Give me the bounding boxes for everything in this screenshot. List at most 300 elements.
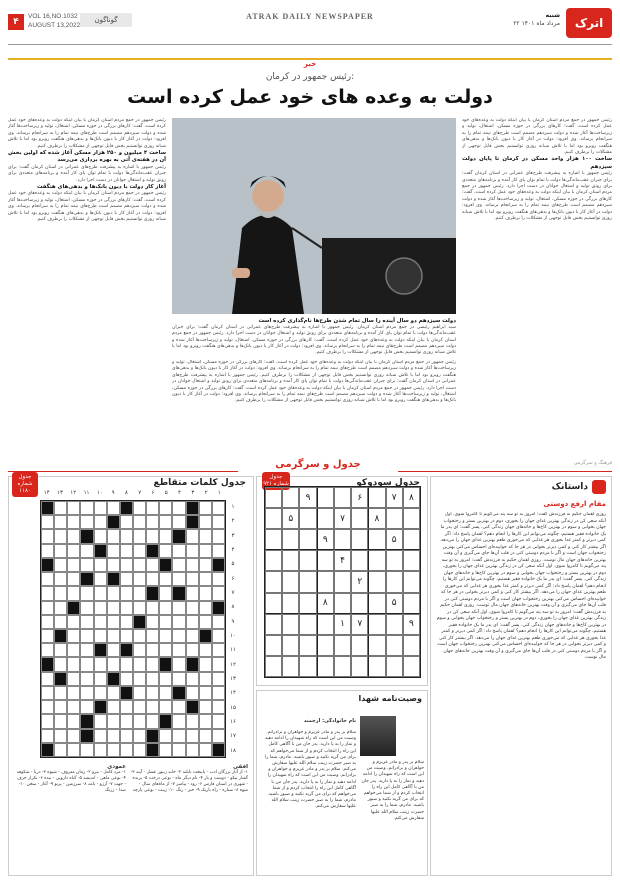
crossword-cell[interactable]	[107, 700, 120, 714]
crossword-cell[interactable]	[133, 586, 146, 600]
crossword-cell[interactable]	[67, 743, 80, 757]
sudoku-cell[interactable]	[351, 529, 368, 550]
crossword-cell[interactable]	[133, 544, 146, 558]
crossword-cell[interactable]	[172, 515, 185, 529]
crossword-cell[interactable]	[94, 529, 107, 543]
sudoku-cell[interactable]	[368, 487, 385, 508]
crossword-cell[interactable]	[80, 601, 93, 615]
crossword-cell[interactable]	[212, 729, 225, 743]
crossword-cell[interactable]	[199, 515, 212, 529]
sudoku-cell[interactable]	[403, 550, 420, 571]
crossword-cell[interactable]	[80, 643, 93, 657]
crossword-cell[interactable]	[107, 629, 120, 643]
sudoku-cell[interactable]	[282, 635, 299, 656]
crossword-cell[interactable]	[199, 743, 212, 757]
crossword-cell[interactable]	[133, 558, 146, 572]
crossword-cell[interactable]	[159, 529, 172, 543]
crossword-cell[interactable]	[67, 558, 80, 572]
crossword-cell[interactable]	[186, 686, 199, 700]
crossword-cell[interactable]	[133, 686, 146, 700]
crossword-cell[interactable]	[199, 544, 212, 558]
sudoku-grid[interactable]	[264, 486, 421, 678]
crossword-cell[interactable]	[41, 629, 54, 643]
sudoku-cell[interactable]	[265, 593, 282, 614]
crossword-cell[interactable]	[133, 672, 146, 686]
sudoku-cell[interactable]	[282, 487, 299, 508]
crossword-cell[interactable]	[146, 515, 159, 529]
crossword-cell[interactable]	[67, 586, 80, 600]
crossword-cell[interactable]	[133, 643, 146, 657]
crossword-cell[interactable]	[54, 529, 67, 543]
crossword-cell[interactable]	[120, 743, 133, 757]
crossword-cell[interactable]	[172, 743, 185, 757]
sudoku-cell[interactable]	[386, 508, 403, 529]
crossword-cell[interactable]	[120, 615, 133, 629]
sudoku-cell[interactable]	[368, 550, 385, 571]
crossword-cell[interactable]	[212, 586, 225, 600]
crossword-cell[interactable]	[146, 643, 159, 657]
crossword-cell[interactable]	[107, 615, 120, 629]
sudoku-cell[interactable]: ۲	[351, 571, 368, 592]
crossword-cell[interactable]	[146, 686, 159, 700]
crossword-cell[interactable]	[80, 615, 93, 629]
crossword-cell[interactable]	[146, 700, 159, 714]
crossword-cell[interactable]	[94, 729, 107, 743]
crossword-cell[interactable]	[67, 729, 80, 743]
sudoku-cell[interactable]	[368, 635, 385, 656]
crossword-cell[interactable]	[172, 729, 185, 743]
sudoku-cell[interactable]	[386, 656, 403, 677]
crossword-cell[interactable]	[54, 544, 67, 558]
crossword-cell[interactable]	[94, 601, 107, 615]
crossword-cell[interactable]	[159, 686, 172, 700]
crossword-cell[interactable]	[67, 501, 80, 515]
sudoku-cell[interactable]	[299, 508, 316, 529]
sudoku-cell[interactable]	[386, 571, 403, 592]
crossword-cell[interactable]	[172, 714, 185, 728]
crossword-cell[interactable]	[172, 629, 185, 643]
crossword-cell[interactable]	[199, 672, 212, 686]
crossword-cell[interactable]	[120, 515, 133, 529]
sudoku-cell[interactable]	[265, 529, 282, 550]
sudoku-cell[interactable]: ۹	[299, 487, 316, 508]
sudoku-cell[interactable]	[282, 529, 299, 550]
crossword-cell[interactable]	[146, 714, 159, 728]
crossword-cell[interactable]	[120, 601, 133, 615]
crossword-cell[interactable]	[199, 700, 212, 714]
crossword-cell[interactable]	[146, 672, 159, 686]
crossword-cell[interactable]	[107, 586, 120, 600]
crossword-cell[interactable]	[159, 743, 172, 757]
crossword-cell[interactable]	[107, 558, 120, 572]
crossword-cell[interactable]	[159, 700, 172, 714]
sudoku-cell[interactable]	[368, 571, 385, 592]
crossword-cell[interactable]	[159, 672, 172, 686]
crossword-cell[interactable]	[159, 515, 172, 529]
crossword-cell[interactable]	[212, 686, 225, 700]
crossword-cell[interactable]	[41, 700, 54, 714]
crossword-cell[interactable]	[159, 586, 172, 600]
crossword-cell[interactable]	[67, 529, 80, 543]
sudoku-cell[interactable]: ۱	[334, 614, 351, 635]
crossword-cell[interactable]	[199, 529, 212, 543]
crossword-cell[interactable]	[172, 544, 185, 558]
crossword-cell[interactable]	[120, 629, 133, 643]
crossword-cell[interactable]	[54, 501, 67, 515]
crossword-cell[interactable]	[80, 515, 93, 529]
crossword-cell[interactable]	[172, 700, 185, 714]
sudoku-cell[interactable]: ۴	[334, 550, 351, 571]
sudoku-cell[interactable]	[386, 635, 403, 656]
crossword-cell[interactable]	[67, 657, 80, 671]
crossword-cell[interactable]	[146, 615, 159, 629]
sudoku-cell[interactable]	[403, 508, 420, 529]
crossword-cell[interactable]	[94, 515, 107, 529]
article-body: رئیس جمهور در جمع مردم استان کرمان با بیان اینکه دولت به وعده‌های خود عمل کرده است، گفت: کارهای بزرگی در حوزه مسکن، اشتغال، تولید و زیرساخت‌ها آغاز شده و دولت سیزدهم مصمم است طرح‌های نیمه تمام را به سرانجام برساند. وی افزود: دولت در آغاز کار با دیون بانک‌ها و بدهی‌های هنگفت روبرو بود اما با تلاش شبانه روزی توانستیم بخش قابل توجهی از مشکلات را برطرف کنیم.	[8, 118, 166, 149]
crossword-cell[interactable]	[186, 615, 199, 629]
sudoku-cell[interactable]: ۶	[351, 487, 368, 508]
crossword-cell[interactable]	[54, 643, 67, 657]
crossword-cell[interactable]	[41, 572, 54, 586]
sudoku-cell[interactable]	[299, 614, 316, 635]
crossword-cell[interactable]	[133, 515, 146, 529]
crossword-cell[interactable]	[199, 572, 212, 586]
crossword-cell[interactable]	[41, 615, 54, 629]
sudoku-cell[interactable]: ۷	[386, 487, 403, 508]
sudoku-cell[interactable]	[386, 614, 403, 635]
crossword-cell[interactable]	[159, 544, 172, 558]
crossword-cell[interactable]	[186, 544, 199, 558]
crossword-cell[interactable]	[199, 714, 212, 728]
sudoku-cell[interactable]	[317, 487, 334, 508]
crossword-cell[interactable]	[133, 629, 146, 643]
crossword-cell[interactable]	[80, 686, 93, 700]
crossword-cell[interactable]	[67, 643, 80, 657]
crossword-cell[interactable]	[186, 629, 199, 643]
sudoku-cell[interactable]	[351, 550, 368, 571]
sudoku-cell[interactable]	[265, 487, 282, 508]
sudoku-cell[interactable]	[282, 550, 299, 571]
crossword-cell[interactable]	[41, 729, 54, 743]
crossword-cell[interactable]	[212, 544, 225, 558]
crossword-cell[interactable]	[146, 529, 159, 543]
crossword-cell[interactable]	[172, 572, 185, 586]
crossword-cell[interactable]	[80, 672, 93, 686]
crossword-cell[interactable]	[159, 572, 172, 586]
sudoku-cell[interactable]: ۵	[386, 529, 403, 550]
crossword-cell[interactable]	[159, 643, 172, 657]
sudoku-cell[interactable]	[368, 593, 385, 614]
crossword-cell[interactable]	[120, 729, 133, 743]
crossword-cell[interactable]	[54, 729, 67, 743]
sudoku-cell[interactable]	[334, 487, 351, 508]
sudoku-cell[interactable]: ۵	[386, 593, 403, 614]
crossword-cell[interactable]	[94, 572, 107, 586]
crossword-cell[interactable]	[80, 558, 93, 572]
crossword-cell[interactable]	[172, 558, 185, 572]
crossword-cell[interactable]	[67, 515, 80, 529]
crossword-cell[interactable]	[67, 700, 80, 714]
crossword-cell[interactable]	[133, 572, 146, 586]
sudoku-cell[interactable]	[334, 656, 351, 677]
crossword-column-number: ۱	[217, 490, 221, 496]
crossword-cell[interactable]	[186, 729, 199, 743]
crossword-cell[interactable]	[41, 544, 54, 558]
crossword-cell[interactable]	[186, 643, 199, 657]
crossword-cell[interactable]	[146, 572, 159, 586]
crossword-cell[interactable]	[120, 700, 133, 714]
crossword-cell[interactable]	[107, 544, 120, 558]
sudoku-cell[interactable]	[334, 593, 351, 614]
crossword-cell[interactable]	[186, 529, 199, 543]
crossword-cell[interactable]	[212, 529, 225, 543]
sudoku-cell[interactable]	[368, 614, 385, 635]
crossword-cell[interactable]	[199, 657, 212, 671]
crossword-cell[interactable]	[80, 657, 93, 671]
crossword-grid[interactable]	[40, 500, 226, 758]
crossword-cell[interactable]	[80, 501, 93, 515]
crossword-cell[interactable]	[41, 601, 54, 615]
crossword-cell[interactable]	[80, 544, 93, 558]
sudoku-cell[interactable]	[334, 635, 351, 656]
sudoku-cell[interactable]	[282, 614, 299, 635]
crossword-cell[interactable]	[54, 700, 67, 714]
crossword-cell[interactable]	[212, 572, 225, 586]
crossword-cell[interactable]	[107, 643, 120, 657]
sudoku-cell[interactable]	[351, 593, 368, 614]
crossword-cell[interactable]	[54, 515, 67, 529]
crossword-cell[interactable]	[146, 601, 159, 615]
crossword-cell[interactable]	[41, 686, 54, 700]
crossword-cell[interactable]	[199, 586, 212, 600]
crossword-cell[interactable]	[107, 529, 120, 543]
sudoku-cell[interactable]	[317, 635, 334, 656]
crossword-cell[interactable]	[54, 743, 67, 757]
sudoku-cell[interactable]: ۸	[368, 508, 385, 529]
crossword-cell[interactable]	[212, 643, 225, 657]
crossword-cell[interactable]	[186, 672, 199, 686]
sudoku-cell[interactable]	[386, 550, 403, 571]
crossword-cell[interactable]	[120, 714, 133, 728]
crossword-cell[interactable]	[172, 672, 185, 686]
crossword-cell[interactable]	[67, 714, 80, 728]
crossword-cell[interactable]	[54, 686, 67, 700]
sudoku-cell[interactable]	[403, 656, 420, 677]
sudoku-cell[interactable]	[265, 656, 282, 677]
crossword-cell[interactable]	[146, 657, 159, 671]
crossword-cell[interactable]	[94, 657, 107, 671]
sudoku-cell[interactable]	[282, 593, 299, 614]
crossword-cell[interactable]	[94, 686, 107, 700]
sudoku-cell[interactable]: ۸	[317, 593, 334, 614]
crossword-cell[interactable]	[212, 700, 225, 714]
crossword-cell[interactable]	[120, 529, 133, 543]
crossword-cell[interactable]	[199, 558, 212, 572]
crossword-cell[interactable]	[212, 629, 225, 643]
crossword-cell[interactable]	[186, 586, 199, 600]
crossword-cell[interactable]	[94, 615, 107, 629]
crossword-cell[interactable]	[146, 501, 159, 515]
sudoku-cell[interactable]	[299, 593, 316, 614]
crossword-cell[interactable]	[212, 501, 225, 515]
crossword-cell[interactable]	[94, 586, 107, 600]
crossword-cell[interactable]	[54, 615, 67, 629]
crossword-cell[interactable]	[67, 544, 80, 558]
crossword-cell[interactable]	[133, 714, 146, 728]
sudoku-cell[interactable]	[351, 508, 368, 529]
crossword-cell[interactable]	[67, 686, 80, 700]
crossword-cell[interactable]	[41, 586, 54, 600]
crossword-cell[interactable]	[133, 601, 146, 615]
sudoku-cell[interactable]	[351, 656, 368, 677]
crossword-cell[interactable]	[107, 714, 120, 728]
sudoku-cell[interactable]	[334, 571, 351, 592]
sudoku-cell[interactable]	[317, 550, 334, 571]
sudoku-cell[interactable]	[334, 529, 351, 550]
sudoku-cell[interactable]	[299, 656, 316, 677]
sudoku-cell[interactable]	[403, 571, 420, 592]
crossword-cell[interactable]	[107, 501, 120, 515]
crossword-cell[interactable]	[107, 657, 120, 671]
sudoku-cell[interactable]	[265, 614, 282, 635]
sudoku-cell[interactable]	[299, 571, 316, 592]
crossword-cell[interactable]	[186, 601, 199, 615]
sudoku-cell[interactable]: ۹	[317, 529, 334, 550]
sudoku-cell[interactable]: ۵	[282, 508, 299, 529]
crossword-cell[interactable]	[199, 601, 212, 615]
crossword-cell[interactable]	[133, 529, 146, 543]
sudoku-cell[interactable]	[265, 571, 282, 592]
sudoku-cell[interactable]: ۷	[334, 508, 351, 529]
sudoku-cell[interactable]	[317, 656, 334, 677]
sudoku-cell[interactable]	[265, 550, 282, 571]
crossword-cell[interactable]	[212, 657, 225, 671]
crossword-cell[interactable]	[94, 714, 107, 728]
sudoku-cell[interactable]: ۹	[403, 614, 420, 635]
crossword-cell[interactable]	[120, 544, 133, 558]
crossword-cell[interactable]	[133, 501, 146, 515]
crossword-cell[interactable]	[107, 686, 120, 700]
crossword-cell[interactable]	[172, 501, 185, 515]
crossword-cell[interactable]	[54, 558, 67, 572]
sudoku-cell[interactable]	[368, 656, 385, 677]
crossword-cell[interactable]	[146, 629, 159, 643]
crossword-cell[interactable]	[94, 501, 107, 515]
crossword-cell[interactable]	[107, 729, 120, 743]
crossword-cell[interactable]	[172, 657, 185, 671]
crossword-cell[interactable]	[133, 700, 146, 714]
crossword-cell[interactable]	[94, 743, 107, 757]
crossword-cell[interactable]	[94, 672, 107, 686]
crossword-cell[interactable]	[212, 615, 225, 629]
sudoku-cell[interactable]	[403, 593, 420, 614]
crossword-cell[interactable]	[159, 615, 172, 629]
crossword-cell[interactable]	[120, 657, 133, 671]
sudoku-cell[interactable]	[299, 550, 316, 571]
crossword-cell[interactable]	[159, 501, 172, 515]
crossword-cell[interactable]	[107, 743, 120, 757]
crossword-cell[interactable]	[159, 629, 172, 643]
crossword-cell[interactable]	[212, 672, 225, 686]
crossword-cell[interactable]	[67, 672, 80, 686]
crossword-cell[interactable]	[186, 572, 199, 586]
crossword-cell[interactable]	[199, 501, 212, 515]
sudoku-cell[interactable]	[282, 571, 299, 592]
crossword-cell[interactable]	[41, 515, 54, 529]
sudoku-cell[interactable]	[403, 529, 420, 550]
crossword-cell[interactable]	[159, 601, 172, 615]
crossword-cell[interactable]	[54, 572, 67, 586]
sudoku-cell[interactable]	[351, 635, 368, 656]
sudoku-cell[interactable]	[317, 614, 334, 635]
crossword-cell[interactable]	[41, 672, 54, 686]
crossword-cell[interactable]	[199, 643, 212, 657]
sudoku-cell[interactable]: ۸	[403, 487, 420, 508]
crossword-cell[interactable]	[120, 586, 133, 600]
crossword-cell[interactable]	[67, 629, 80, 643]
crossword-cell[interactable]	[133, 743, 146, 757]
sudoku-cell[interactable]	[317, 571, 334, 592]
crossword-cell[interactable]	[80, 629, 93, 643]
crossword-cell[interactable]	[186, 743, 199, 757]
sudoku-cell[interactable]	[403, 635, 420, 656]
crossword-cell[interactable]	[172, 615, 185, 629]
crossword-cell[interactable]	[80, 586, 93, 600]
crossword-cell[interactable]	[107, 601, 120, 615]
crossword-cell[interactable]	[146, 558, 159, 572]
crossword-cell[interactable]	[94, 558, 107, 572]
crossword-cell[interactable]	[41, 529, 54, 543]
crossword-cell[interactable]	[54, 601, 67, 615]
sudoku-cell[interactable]	[317, 508, 334, 529]
crossword-cell[interactable]	[120, 558, 133, 572]
crossword-cell[interactable]	[41, 643, 54, 657]
article-column-bottom	[172, 360, 456, 454]
crossword-cell[interactable]	[54, 714, 67, 728]
crossword-cell[interactable]	[172, 601, 185, 615]
crossword-cell[interactable]	[54, 657, 67, 671]
sudoku-cell[interactable]: ۷	[351, 614, 368, 635]
crossword-cell[interactable]	[67, 572, 80, 586]
crossword-cell[interactable]	[199, 686, 212, 700]
crossword-cell[interactable]	[186, 558, 199, 572]
crossword-cell[interactable]	[94, 629, 107, 643]
crossword-cell[interactable]	[199, 729, 212, 743]
crossword-row-number: ۱۶	[230, 719, 236, 726]
crossword-cell[interactable]	[159, 729, 172, 743]
crossword-cell[interactable]	[212, 714, 225, 728]
crossword-cell[interactable]	[120, 672, 133, 686]
crossword-cell[interactable]	[67, 615, 80, 629]
sudoku-cell[interactable]	[299, 635, 316, 656]
sudoku-cell[interactable]	[368, 529, 385, 550]
sudoku-cell[interactable]	[265, 508, 282, 529]
crossword-cell[interactable]	[199, 615, 212, 629]
crossword-cell[interactable]	[120, 572, 133, 586]
crossword-cell[interactable]	[186, 714, 199, 728]
crossword-cell[interactable]	[133, 729, 146, 743]
sudoku-cell[interactable]	[299, 529, 316, 550]
crossword-cell[interactable]	[80, 700, 93, 714]
sudoku-cell[interactable]	[282, 656, 299, 677]
crossword-cell[interactable]	[54, 586, 67, 600]
crossword-cell[interactable]	[41, 714, 54, 728]
crossword-cell[interactable]	[212, 515, 225, 529]
sudoku-cell[interactable]	[265, 635, 282, 656]
crossword-cell[interactable]	[133, 657, 146, 671]
crossword-cell[interactable]	[80, 743, 93, 757]
crossword-cell[interactable]	[172, 643, 185, 657]
